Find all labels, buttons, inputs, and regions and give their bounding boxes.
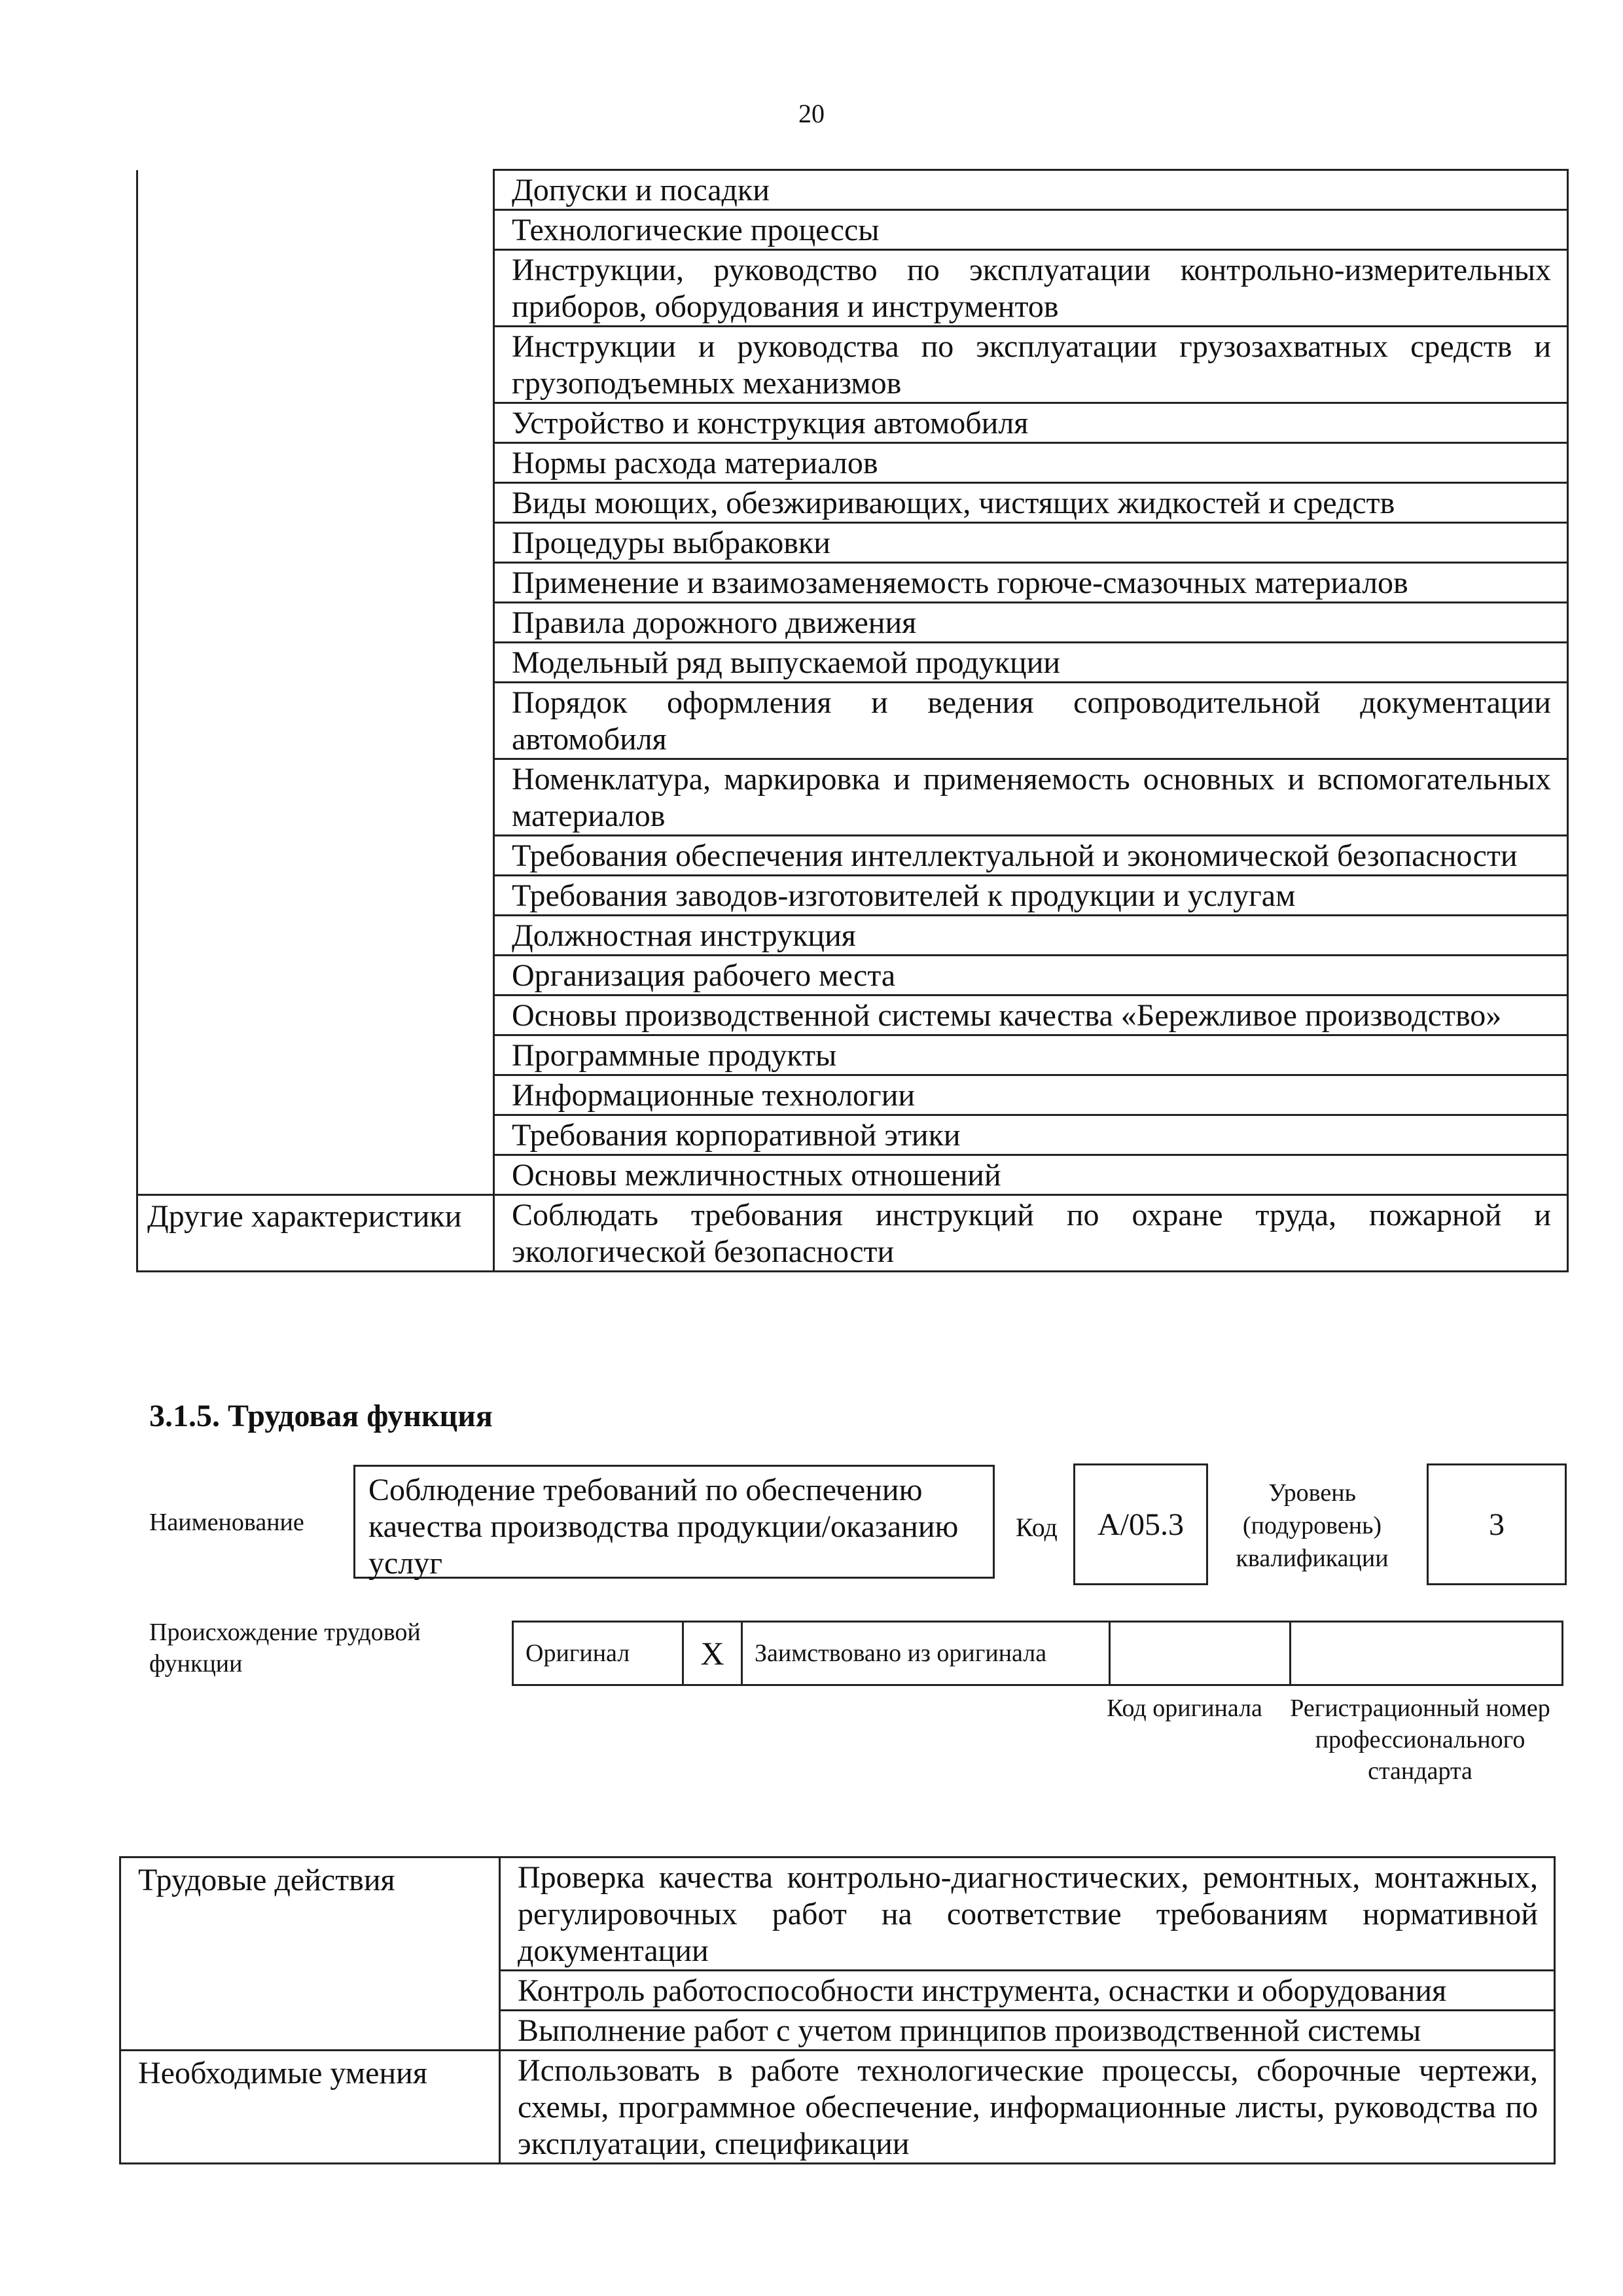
page-number: 20 [798,99,825,128]
knowledge-item: Информационные технологии [494,1075,1568,1115]
original-label: Оригинал [513,1622,683,1685]
name-label: Наименование [149,1509,304,1536]
knowledge-item: Инструкции, руководство по эксплуатации контрольно-измерительных приборов, оборудования и инструментов [494,250,1568,327]
original-mark: X [683,1622,742,1685]
code-value: A/05.3 [1073,1463,1208,1585]
knowledge-item: Применение и взаимозаменяемость горюче-смазочных материалов [494,563,1568,603]
other-label: Другие характеристики [137,1195,494,1272]
knowledge-item: Процедуры выбраковки [494,523,1568,563]
skills-label: Необходимые умения [120,2051,500,2164]
knowledge-item: Виды моющих, обезжиривающих, чистящих жидкостей и средств [494,483,1568,523]
knowledge-item: Требования заводов-изготовителей к продукции и услугам [494,876,1568,916]
knowledge-item: Требования корпоративной этики [494,1115,1568,1155]
function-name-value: Соблюдение требований по обеспечению качества производства продукции/оказанию услуг [353,1465,995,1579]
code-label: Код [1016,1513,1058,1542]
table-row [120,1857,1555,1971]
knowledge-item: Нормы расхода материалов [494,443,1568,483]
knowledge-item: Допуски и посадки [494,170,1568,210]
code-original-caption: Код оригинала [1107,1695,1262,1722]
reg-number-cell [1291,1622,1563,1685]
knowledge-item: Должностная инструкция [494,916,1568,956]
table-row [137,170,1568,210]
labor-table [119,1856,1556,2164]
action-item: Контроль работоспособности инструмента, оснастки и оборудования [500,1971,1555,2011]
knowledge-item: Инструкции и руководства по эксплуатации грузозахватных средств и грузоподъемных механизмов [494,327,1568,403]
table-row [120,2051,1555,2164]
knowledge-item: Правила дорожного движения [494,603,1568,643]
knowledge-item: Программные продукты [494,1035,1568,1075]
action-item: Выполнение работ с учетом принципов производственной системы [500,2011,1555,2051]
section-title: 3.1.5. Трудовая функция [149,1399,493,1433]
knowledge-item: Номенклатура, маркировка и применяемость основных и вспомогательных материалов [494,759,1568,836]
origin-label: Происхождение трудовой функции [149,1619,421,1677]
knowledge-item: Устройство и конструкция автомобиля [494,403,1568,443]
knowledge-item: Основы межличностных отношений [494,1155,1568,1195]
borrowed-label: Заимствовано из оригинала [742,1622,1110,1685]
table-row [137,1195,1568,1272]
code-original-cell [1110,1622,1291,1685]
origin-table [512,1621,1563,1686]
skill-item: Использовать в работе технологические процессы, сборочные чертежи, схемы, программное обеспечение, информационные листы, руководства по эксплуатации, спецификации [500,2051,1555,2164]
level-value: 3 [1427,1463,1567,1585]
action-item: Проверка качества контрольно-диагностических, ремонтных, монтажных, регулировочных работ на соответствие требованиям нормативной документации [500,1857,1555,1971]
actions-label: Трудовые действия [120,1857,500,2051]
knowledge-label-cell [137,170,494,1195]
reg-number-caption: Регистрационный номер профессионального стандарта [1290,1695,1550,1785]
knowledge-item: Требования обеспечения интеллектуальной и экономической безопасности [494,836,1568,876]
knowledge-table [136,169,1569,1272]
knowledge-item: Модельный ряд выпускаемой продукции [494,643,1568,683]
level-label: Уровень (подуровень) квалификации [1236,1479,1389,1572]
knowledge-item: Технологические процессы [494,210,1568,250]
knowledge-item: Основы производственной системы качества «Бережливое производство» [494,996,1568,1035]
other-text: Соблюдать требования инструкций по охране труда, пожарной и экологической безопасности [494,1195,1568,1272]
knowledge-item: Порядок оформления и ведения сопроводительной документации автомобиля [494,683,1568,759]
knowledge-item: Организация рабочего места [494,956,1568,996]
